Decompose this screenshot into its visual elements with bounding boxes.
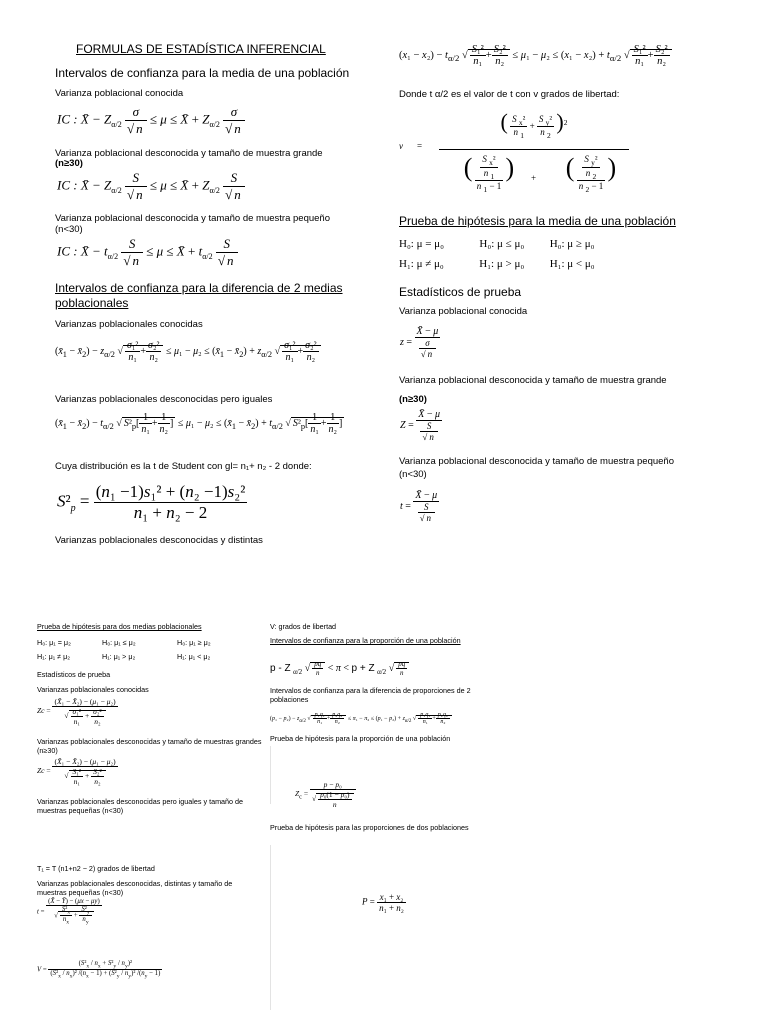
label-where-t: Donde t α/2 es el valor de t con v grados de libertad:: [399, 89, 620, 100]
page-title: FORMULAS DE ESTADÍSTICA INFERENCIAL: [76, 42, 326, 56]
bl-formula-v-distinct: V = $\frac{(S^2_x / n_x + S^2_y / n_y)^2}{(S^2_x / n_x)^2 /(n_x - 1) + (S^2_y / n_y)^2 /(n_y - 1)}$: [37, 960, 161, 980]
h0-equal: H₀: μ = μ₀: [399, 238, 444, 250]
label-unknown-large: Varianza poblacional desconocida y tamaño de muestra grande: [55, 148, 323, 159]
br-hypothesis-two-proportions-title: Prueba de hipótesis para las proporciones de dos poblaciones: [270, 823, 469, 832]
formula-ci-mean-unknown-large: IC : X̄ − $Z_{\alpha/2}$ $\frac{S}{√ n}$ ≤ μ ≤ X̄ + $Z_{\alpha/2}$ $\frac{S}{√ n}$: [57, 170, 245, 203]
formula-ci-diff-equal: ($x̄_1$ − $x̄_2) - t_{\alpha/2}$ √ $S^2_p$[ $\frac{1}{\text{n₁}}$ + $\frac{1}{\text{n₂}}$ ] ≤ $\mu_1 - \mu_2 \le (x̄_1$ − $x̄_2) + t_{\alpha/2}$ √ $S^2_p$[ $\frac{1}{\text{n₁}}$ + $\frac{1}{\text{n₂}}$ ]: [55, 412, 343, 435]
formula-t-unknown: t = $\frac{X̄ - \mu}{\frac{S}{√ n}}$: [400, 490, 438, 523]
br-v-label: V: grados de libertad: [270, 622, 337, 631]
br-hypothesis-proportion-title: Prueba de hipótesis para la proporción de una población: [270, 734, 451, 743]
label-equal-variances: Varianzas poblacionales desconocidas pero iguales: [55, 394, 273, 405]
bl-formula-zc-known: Zc = (X̄₁ − X̄₂) − (μ₁ − μ₂) √ $\frac{\text{σ₁²}}{\text{n₁}}$ + $\frac{\text{σ₂²}}{\text{n₂}}$: [37, 697, 116, 726]
bl-h1a: H₁: μ₁ ≠ μ₂: [37, 652, 71, 661]
br-ci-proportion-title: Intervalos de confianza para la proporción de una población: [270, 636, 461, 645]
bl-h1b: H₁: μ₁ > μ₂: [102, 652, 136, 661]
h0-geq: H₀: μ ≥ μ₀: [549, 238, 595, 250]
label-unknown-large-n: (n≥30): [55, 158, 83, 169]
formula-ci-mean-known: IC : X̄ − $Z_{\alpha/2}$ $\frac{\sigma}{√ n}$ ≤ μ ≤ X̄ + $Z_{\alpha/2}$ $\frac{\sigma}{√ n}$: [57, 104, 245, 137]
label-known-variances: Varianzas poblacionales conocidas: [55, 319, 203, 330]
br-formula-pooled-proportion: P = $\frac{\text{x₁ + x₂}}{\text{n₁ + n₂}}$: [362, 892, 404, 913]
label-student-t: Cuya distribución es la t de Student con gl= n₁+ n₂ - 2 donde:: [55, 461, 312, 472]
section-ci-diff-means-title: Intervalos de confianza para la diferencia de 2 medias poblacionales: [55, 281, 343, 310]
formula-z-unknown: Z = $\frac{X̄ - \mu}{\frac{S}{√ n}}$: [400, 409, 440, 442]
section-ci-mean-title: Intervalos de confianza para la media de una población: [55, 66, 350, 80]
bl-formula-zc-unknown: Zc = (X̄₁ − X̄₂) − (μ₁ − μ₂) √ $\frac{\text{S₁²}}{\text{n₁}}$ + $\frac{\text{S₂²}}{\text{n₂}}$: [37, 757, 116, 786]
br-formula-zc-proportion: $Z_c$ = p − p₀ √ $\frac{\text{p₀(1 − p₀)}}{n}$: [295, 780, 356, 809]
bl-stats: Estadísticos de prueba: [37, 670, 111, 679]
bl-known: Varianzas poblacionales conocidas: [37, 685, 149, 694]
label-unknown-small: Varianza poblacional desconocida y tamaño de muestra pequeño: [55, 213, 330, 224]
br-formula-ci-diff-proportion: $(p_1 - p_2) - z_{\alpha/2}$ √ $\frac{\text{p₁q₁}}{\text{n₁}}$ + $\frac{\text{p₂q₂}}{\text{n₂}}$ ≤ $\pi_1 - \pi_2 \le (p_1 - p_2) + z_{\alpha/2}$ √ $\frac{\text{p₁q₁}}{\text{n₁}}$ + $\frac{\text{p₂q₂}}{\text{n₂}}$: [270, 712, 452, 725]
h1-lt: H₁: μ < μ₀: [549, 258, 595, 270]
label-known-variance: Varianza poblacional conocida: [55, 88, 184, 99]
bl-tdf: T₁ = T (n1+n2 − 2) grados de libertad: [37, 864, 155, 873]
hypothesis-h1-row: [399, 258, 595, 270]
formula-z-known: z = $\frac{X̄ - \mu}{\frac{\sigma}{√ n}}$: [400, 326, 439, 359]
h1-neq: H₁: μ ≠ μ₀: [399, 258, 444, 270]
h1-gt: H₁: μ > μ₀: [479, 258, 525, 270]
bl-h0c: H₀: μ₁ ≥ μ₂: [177, 638, 211, 647]
label-right-known: Varianza poblacional conocida: [399, 306, 528, 317]
label-right-unknown-large-n: (n≥30): [399, 394, 427, 405]
bl-unknown-distinct: Varianzas poblacionales desconocidas, distintas y tamaño de muestras pequeñas (n<30): [37, 879, 233, 897]
stats-heading: Estadísticos de prueba: [399, 285, 522, 299]
h0-leq: H₀: μ ≤ μ₀: [479, 238, 525, 250]
bl-section-title: Prueba de hipótesis para dos medias poblacionales: [37, 622, 202, 631]
hypothesis-h0-row: [399, 238, 594, 250]
section-hypothesis-mean-title: Prueba de hipótesis para la media de una población: [399, 214, 676, 228]
formula-ci-mean-unknown-small: IC : X̄ − $t_{\alpha/2}$ $\frac{S}{√ n}$ ≤ μ ≤ X̄ + $t_{\alpha/2}$ $\frac{S}{√ n}$: [57, 236, 238, 269]
bl-h0b: H₀: μ₁ ≤ μ₂: [102, 638, 136, 647]
bl-h1c: H₁: μ₁ < μ₂: [177, 652, 211, 661]
formula-ci-diff-known: ($x̄_1$ − $x̄_2) - z_{\alpha/2}$ √ $\frac{\text{σ₁²}}{\text{n₁}}$ + $\frac{\text{σ₂²}}{\text{n₂}}$ ≤ $\mu_1 - \mu_2 \le (x̄_1$ − $x̄_2) + z_{\alpha/2}$ √ $\frac{\text{σ₁²}}{\text{n₁}}$ + $\frac{\text{σ₂²}}{\text{n₂}}$: [55, 340, 321, 363]
bl-unknown-large: Varianzas poblacionales desconocidas y tamaño de muestras grandes (n≥30): [37, 737, 262, 755]
bl-formula-t-distinct: t = (X̄ − Ȳ) − (μx − μy) √ $\frac{S^2_x}{n_x}$ + $\frac{S^2_y}{n_y}$: [37, 898, 100, 926]
formula-welch-df: v = ( $\frac{S _x^2}{n _1}$ + $\frac{S _y^2}{n _2}$ )$^2$ ( $\frac{\frac{S _x^2}{n _1}}{n _1 - 1}$ ) + ( $\frac{\frac{S _y^2}{n _2}}{n _2 - 1}$ ): [399, 107, 644, 205]
br-divider-1: [270, 746, 271, 804]
label-right-unknown-small: Varianza poblacional desconocida y tamaño de muestra pequeño: [399, 456, 674, 467]
bl-h0a: H₀: μ₁ = μ₂: [37, 638, 71, 647]
br-divider-2: [270, 845, 271, 1010]
label-distinct-variances: Varianzas poblacionales desconocidas y distintas: [55, 535, 263, 546]
label-unknown-small-n: (n<30): [55, 224, 83, 235]
bl-unknown-equal: Varianzas poblacionales desconocidas pero iguales y tamaño de muestras pequeñas (n<30): [37, 797, 244, 815]
br-ci-diff-proportion-title: Intervalos de confianza para la diferencia de proporciones de 2 poblaciones: [270, 686, 471, 704]
br-formula-ci-proportion: p - Z $_{\alpha/2}$ √ $\frac{pq}{n}$ < π < p + Z $_{\alpha/2}$ √ $\frac{pq}{n}$: [270, 660, 409, 677]
label-right-unknown-large: Varianza poblacional desconocida y tamaño de muestra grande: [399, 375, 667, 386]
label-right-unknown-small-n: (n<30): [399, 469, 427, 480]
formula-pooled-variance: $S^2_p$ = $\frac{\text{(n₁ −1)s₁² + (n₂ −1)s₂²}}{\text{n₁ + n₂ − 2}}$: [57, 482, 246, 522]
formula-ci-diff-distinct: $(x_1 - x_2) - t_{\alpha/2}$ √ $\frac{\text{S₁²}}{\text{n₁}}$ + $\frac{\text{S₂²}}{\text{n₂}}$ ≤ $\mu_1 - \mu_2 \le (x_1 - x_2) + t_{\alpha/2}$ √ $\frac{\text{S₁²}}{\text{n₁}}$ + $\frac{\text{S₂²}}{\text{n₂}}$: [399, 44, 672, 67]
